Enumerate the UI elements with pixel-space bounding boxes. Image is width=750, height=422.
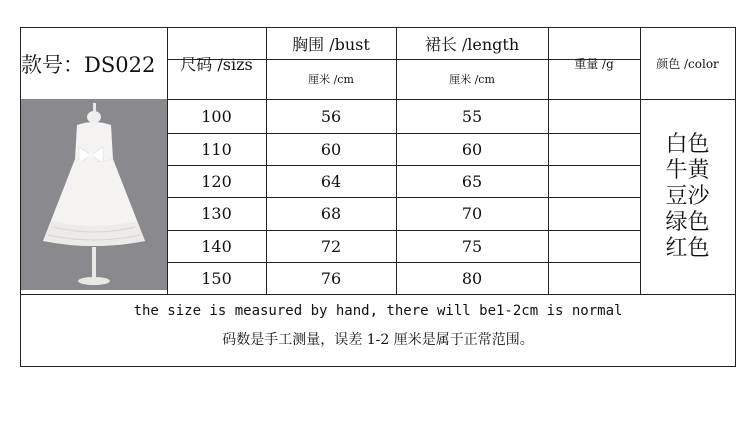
- row-size-cell: 130: [201, 204, 232, 223]
- length-unit: 厘米 /cm: [449, 73, 495, 86]
- row-size-cell: 120: [201, 171, 232, 191]
- length-header: 裙长 /length: [424, 35, 520, 54]
- dress-photo: [21, 99, 167, 290]
- bust-unit: 厘米 /cm: [308, 73, 354, 86]
- row-bust-cell: 68: [320, 204, 342, 223]
- row-size-cell: 140: [201, 236, 232, 256]
- row-size-cell: 110: [201, 139, 232, 159]
- divider: [21, 294, 735, 295]
- color-list: [640, 99, 735, 294]
- color-item: 绿色: [665, 209, 710, 235]
- size-header: 尺码 /sizs: [180, 55, 253, 74]
- row-size-cell: 150: [201, 268, 232, 288]
- row-bust-cell: 72: [320, 236, 342, 256]
- row-size-cell: 100: [201, 106, 232, 126]
- color-item: 白色: [665, 131, 710, 157]
- row-length-cell: 80: [461, 268, 483, 288]
- model-number: 款号：DS022: [21, 52, 156, 77]
- row-length-cell: 70: [461, 204, 483, 223]
- size-chart-table: [20, 27, 736, 367]
- dress-illustration: [21, 99, 167, 290]
- row-bust-cell: 56: [320, 106, 342, 126]
- row-bust-cell: 60: [320, 139, 342, 159]
- bust-header: 胸围 /bust: [292, 35, 370, 54]
- weight-header: 重量 /g: [574, 57, 614, 71]
- row-length-cell: 75: [461, 236, 483, 256]
- row-bust-cell: 76: [320, 268, 342, 288]
- measurement-note-zh: 码数是手工测量，误差 1-2 厘米是属于正常范围。: [222, 332, 534, 348]
- color-item: 红色: [665, 235, 710, 261]
- row-length-cell: 65: [461, 171, 483, 191]
- row-length-cell: 60: [461, 139, 483, 159]
- row-length-cell: 55: [461, 106, 483, 126]
- color-item: 豆沙: [665, 183, 710, 209]
- color-header: 颜色 /color: [656, 57, 719, 71]
- measurement-note-en: the size is measured by hand, there will be1-2cm is normal: [133, 303, 623, 319]
- color-item: 牛黄: [665, 157, 710, 183]
- row-bust-cell: 64: [320, 171, 342, 191]
